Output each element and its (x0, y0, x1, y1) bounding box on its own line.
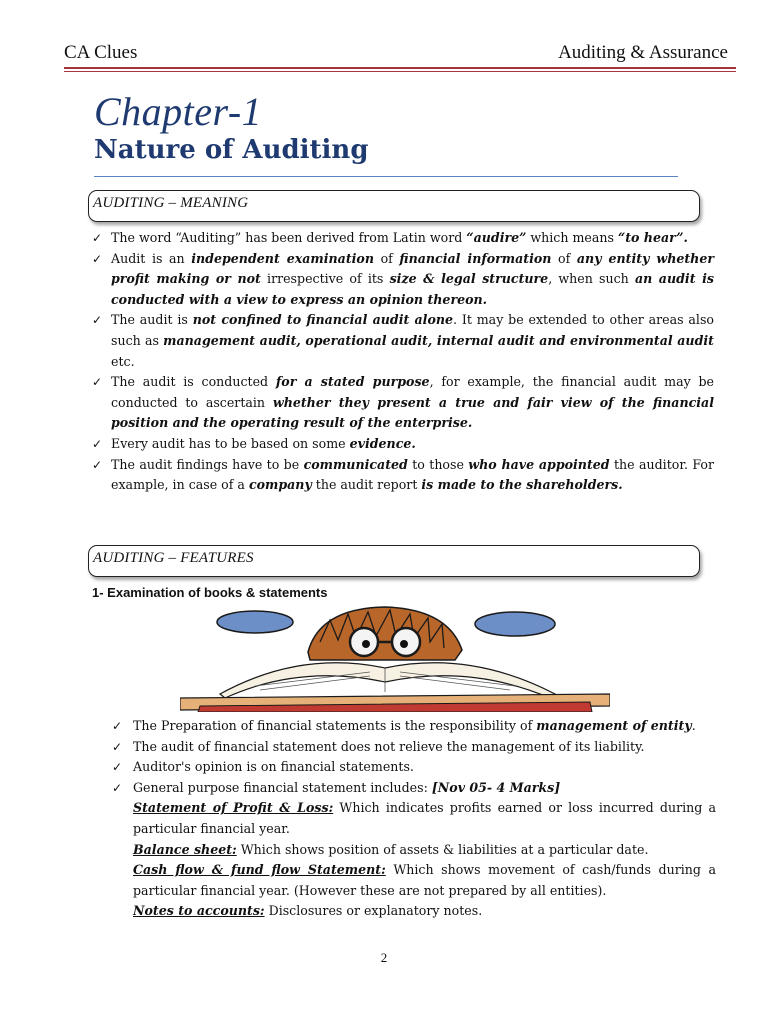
emphasis-text: Notes to accounts: (133, 903, 265, 919)
emphasis-text: management of entity (536, 718, 692, 733)
emphasis-text: Statement of Profit & Loss: (133, 800, 334, 816)
header-rule-thick (64, 67, 736, 69)
header-right: Auditing & Assurance (558, 42, 728, 63)
check-mark-icon: ✓ (92, 436, 103, 451)
body-text: Which shows position of assets & liabilities at a particular date. (236, 841, 649, 857)
emphasis-text: is made to the shareholders. (421, 477, 623, 493)
meaning-list (92, 228, 714, 496)
emphasis-text: “audire” (466, 230, 527, 245)
body-text: Every audit has to be based on some (111, 435, 350, 451)
emphasis-text: size & legal structure (389, 271, 549, 287)
body-text: General purpose financial statement includes: (133, 779, 432, 795)
list-item (112, 778, 716, 922)
check-mark-icon: ✓ (112, 760, 123, 775)
emphasis-text: Cash flow & fund flow Statement: (133, 862, 386, 878)
body-text: of (374, 250, 400, 266)
emphasis-text: management audit, operational audit, internal audit and environmental audit (163, 332, 715, 348)
financial-statement-item (133, 798, 716, 839)
body-text: etc. (111, 353, 135, 369)
body-text: . It may be extended to other areas also such as (111, 312, 714, 348)
body-text: to those (407, 456, 469, 472)
header-rule-thin (64, 71, 736, 72)
section-heading-label: AUDITING – FEATURES (93, 550, 254, 566)
body-text: , for example, the financial audit may be conducted to ascertain (111, 374, 715, 410)
list-item (92, 228, 714, 249)
body-text: Disclosures or explanatory notes. (264, 903, 483, 919)
body-text: The audit of financial statement does not relieve the management of its liability. (133, 738, 645, 754)
section-heading-meaning (88, 190, 700, 222)
open-book-pages (220, 663, 555, 698)
list-item (92, 372, 714, 434)
page-number: 2 (380, 950, 388, 965)
check-mark-icon: ✓ (92, 313, 103, 328)
body-text: of (551, 250, 577, 266)
student-reading-book-illustration (180, 602, 610, 712)
list-item (112, 716, 716, 737)
financial-statement-list (133, 798, 716, 922)
emphasis-text: Balance sheet: (133, 841, 237, 857)
body-text: The Preparation of financial statements is the responsibility of (133, 718, 537, 733)
body-text: Auditor's opinion is on financial statements. (133, 759, 414, 775)
body-text: the auditor. For example, in case of a (111, 456, 715, 493)
check-mark-icon: ✓ (92, 231, 103, 245)
emphasis-text: any entity whether profit making or not (111, 250, 714, 287)
emphasis-text: “to hear”. (617, 230, 688, 245)
emphasis-text: not confined to financial audit alone (192, 312, 454, 328)
emphasis-text: an audit is conducted with a view to express an opinion thereon. (111, 271, 714, 307)
body-text: The audit findings have to be (111, 456, 304, 472)
emphasis-text: financial information (399, 250, 552, 266)
section-heading-features (88, 545, 700, 577)
emphasis-text: company (248, 477, 312, 493)
check-mark-icon: ✓ (92, 457, 103, 472)
financial-statement-item (133, 901, 716, 922)
body-text: . (691, 718, 696, 733)
body-text: Which indicates profits earned or loss incurred during a particular financial year. (133, 800, 716, 836)
body-text: , when such (548, 271, 635, 287)
emphasis-text: whether they present a true and fair view of the financial position and the operating result of the enterprise. (111, 394, 715, 431)
body-text: which means (526, 230, 618, 245)
emphasis-text: independent examination (191, 250, 374, 266)
chapter-title: Chapter-1 (94, 89, 263, 134)
financial-statement-item (133, 860, 716, 901)
body-text: The audit is conducted (111, 374, 276, 390)
body-text: the audit report (311, 477, 422, 493)
list-item (112, 737, 716, 758)
subtitle-rule (94, 176, 678, 177)
list-item (92, 434, 714, 455)
hair-shape (308, 607, 462, 660)
body-text: Audit is an (111, 250, 192, 266)
features-list (112, 716, 716, 922)
check-mark-icon: ✓ (112, 719, 123, 733)
chapter-subtitle: Nature of Auditing (94, 135, 369, 165)
check-mark-icon: ✓ (112, 739, 123, 754)
header-left: CA Clues (64, 42, 138, 63)
list-item (92, 249, 714, 311)
body-text: Which shows movement of cash/funds during a particular financial year. (However these are not prepared by all entities). (133, 862, 716, 898)
right-arm-shape (475, 612, 555, 636)
section-heading-label: AUDITING – MEANING (93, 195, 249, 211)
list-item (92, 310, 714, 372)
check-mark-icon: ✓ (112, 780, 123, 795)
emphasis-text: for a stated purpose (275, 374, 430, 390)
list-item (112, 757, 716, 778)
emphasis-text: evidence. (349, 435, 416, 451)
emphasis-text: communicated (303, 456, 408, 472)
emphasis-text: who have appointed (468, 456, 610, 472)
check-mark-icon: ✓ (92, 375, 103, 390)
financial-statement-item (133, 840, 716, 861)
body-text: The audit is (111, 312, 193, 328)
body-text: The word “Auditing” has been derived from Latin word (111, 230, 467, 245)
list-item (92, 455, 714, 496)
check-mark-icon: ✓ (92, 251, 103, 266)
body-text: irrespective of its (260, 271, 390, 287)
features-subheading: 1- Examination of books & statements (92, 585, 328, 600)
left-arm-shape (217, 611, 293, 633)
emphasis-text: [Nov 05- 4 Marks] (431, 779, 561, 795)
